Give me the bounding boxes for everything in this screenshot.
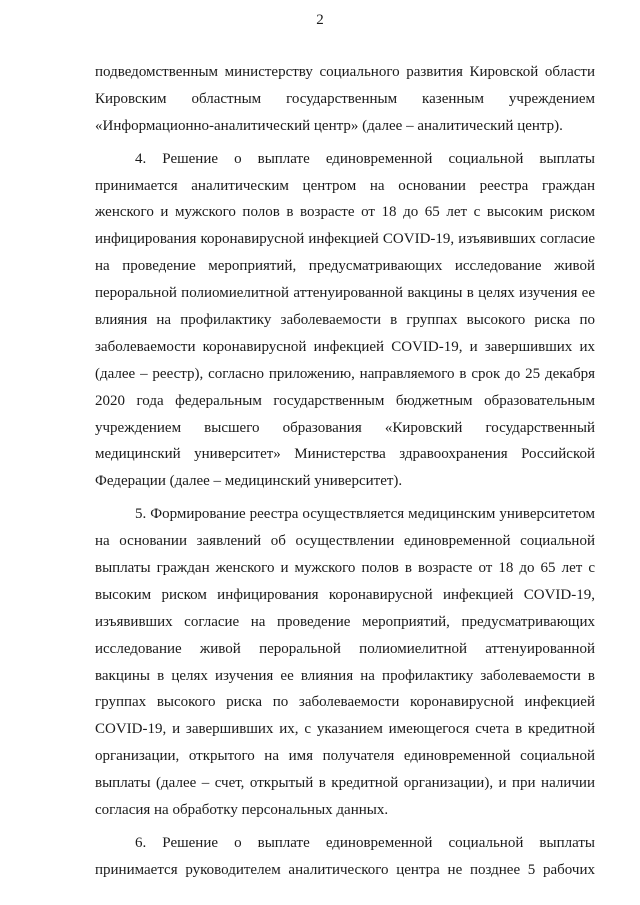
page-number: 2 [316,12,324,28]
text-line: изъявивших согласие на проведение мероприятий, предусматривающих [95,613,595,630]
text-line: пероральной полиомиелитной аттенуированной вакцины в целях изучения ее [95,285,595,302]
text-line: инфицирования коронавирусной инфекцией COVID-19, изъявивших согласие [95,231,595,248]
text-line: учреждением высшего образования «Кировский государственный [95,419,595,436]
text-line: выплаты граждан женского и мужского полов в возрасте от 18 до 65 лет с [95,560,595,577]
text-line: выплаты (далее – счет, открытый в кредитной организации), и при наличии [95,775,595,792]
text-line: организации, открытого на имя получателя единовременной социальной [95,748,595,765]
text-line: согласия на обработку персональных данных. [95,802,389,819]
text-line: вакцины в целях изучения ее влияния на профилактику заболеваемости в [95,667,595,684]
paragraph-5 [95,501,595,824]
text-line: влияния на профилактику заболеваемости в группах высокого риска по [95,312,595,329]
text-line: высоким риском инфицирования коронавирусной инфекцией COVID-19, [95,586,595,603]
text-line: 6. Решение о выплате единовременной социальной выплаты [135,834,595,851]
text-line: 5. Формирование реестра осуществляется медицинским университетом [135,506,595,523]
text-line: медицинский университет» Министерства здравоохранения Российской [95,446,595,463]
text-line: исследование живой пероральной полиомиелитной аттенуированной [95,640,595,657]
text-line: женского и мужского полов в возрасте от 18 до 65 лет с высоким риском [95,204,595,221]
text-line: «Информационно-аналитический центр» (далее – аналитический центр). [95,117,563,134]
text-line: 4. Решение о выплате единовременной социальной выплаты [135,150,595,167]
text-line: принимается руководителем аналитического центра не позднее 5 рабочих [95,861,595,878]
document-body [95,59,595,884]
text-line: на проведение мероприятий, предусматривающих исследование живой [95,258,595,275]
text-line: 2020 года федеральным государственным бюджетным образовательным [95,392,595,409]
text-line: на основании заявлений об осуществлении единовременной социальной [95,533,595,550]
paragraph-4 [95,146,595,496]
text-line: группах высокого риска по заболеваемости коронавирусной инфекцией [95,694,595,711]
text-line: Кировским областным государственным казенным учреждением [95,90,595,107]
text-line: принимается аналитическим центром на основании реестра граждан [95,177,595,194]
paragraph-continuation [95,59,595,140]
text-line: COVID-19, и завершивших их, с указанием имеющегося счета в кредитной [95,721,595,738]
text-line: заболеваемости коронавирусной инфекцией COVID-19, и завершивших их [95,338,595,355]
text-line: (далее – реестр), согласно приложению, направляемого в срок до 25 декабря [95,365,595,382]
paragraph-6 [95,830,595,884]
text-line: подведомственным министерству социального развития Кировской области [95,64,595,80]
text-line: Федерации (далее – медицинский университет). [95,473,403,490]
